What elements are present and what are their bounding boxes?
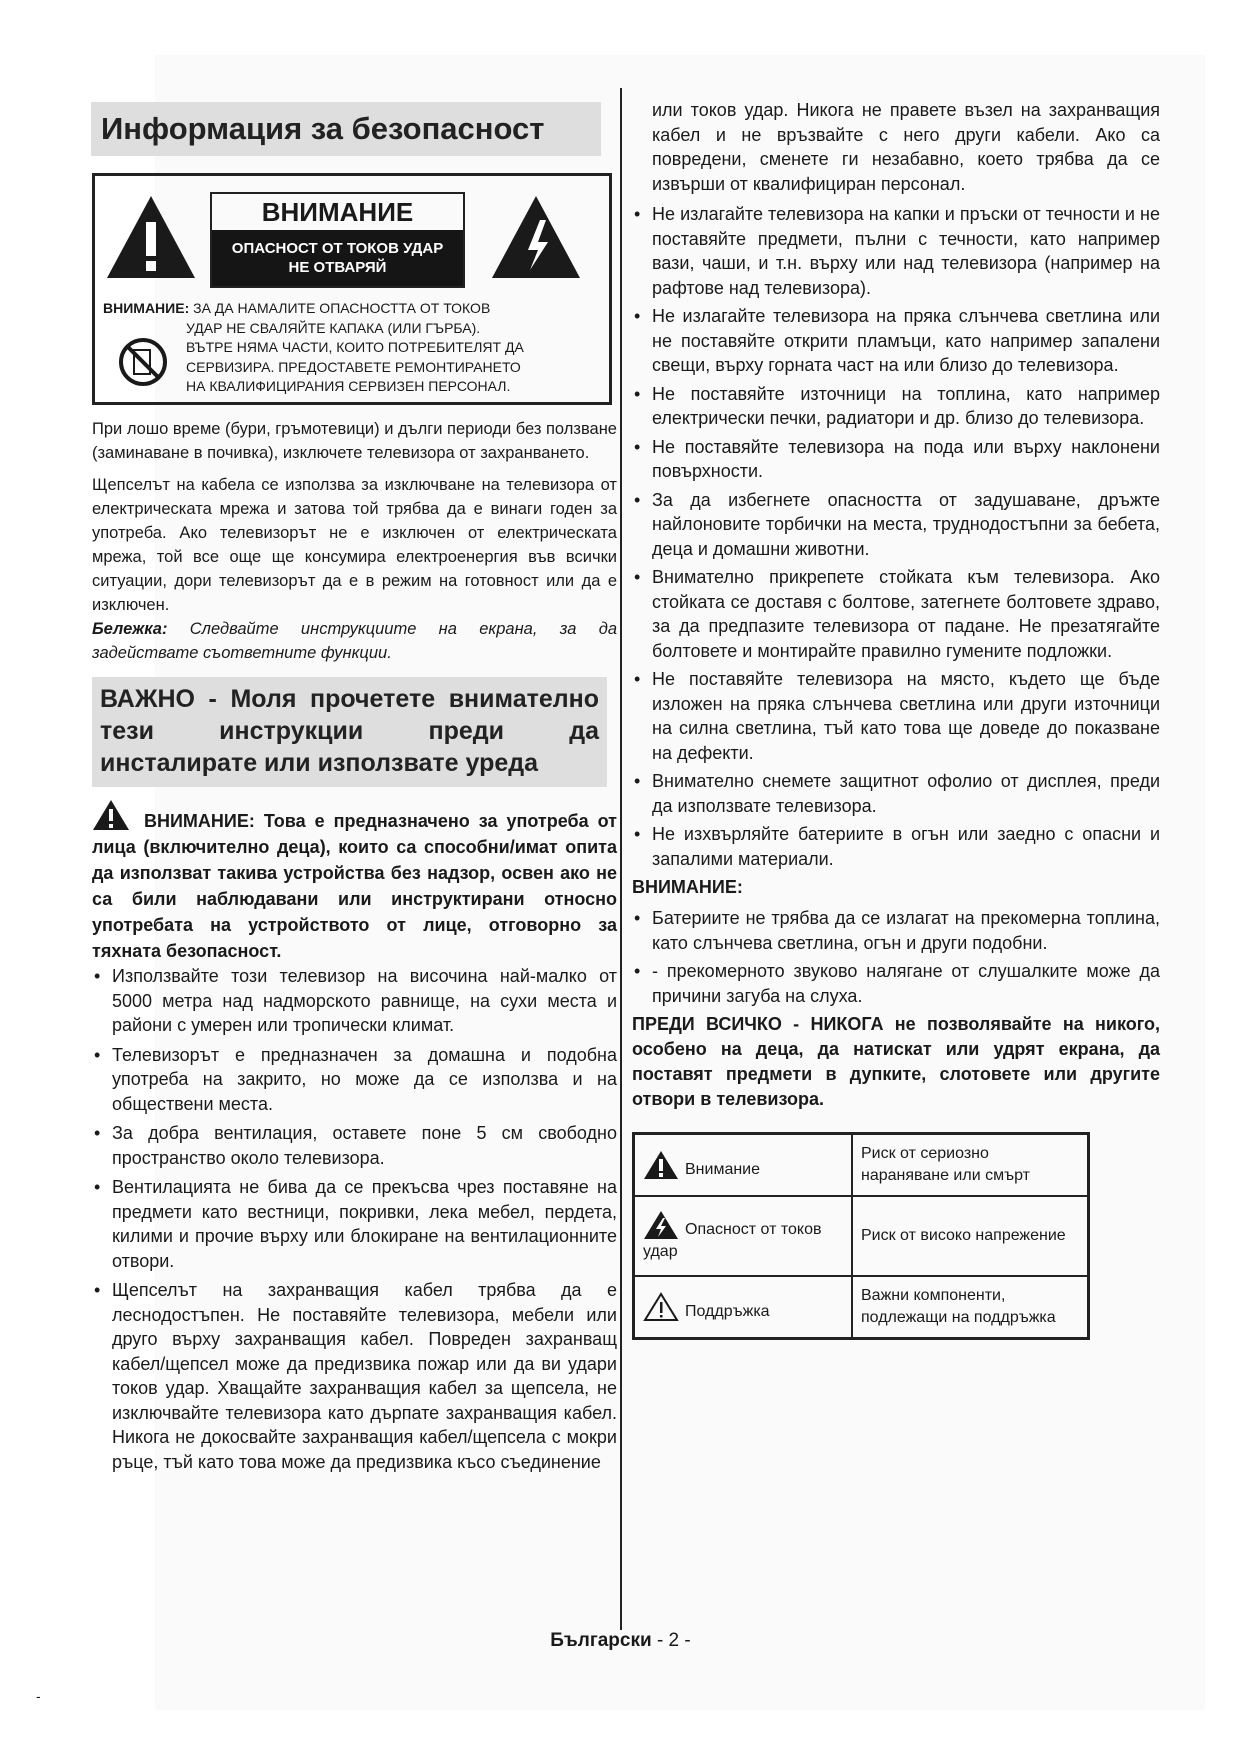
page-footer (0, 1630, 1241, 1652)
warning-line-1: ЗА ДА НАМАЛИТЕ ОПАСНОСТТА ОТ ТОКОВ (193, 300, 491, 316)
footer-page-number: - 2 - (651, 1630, 691, 1651)
warning-label-heading: ВНИМАНИЕ (261, 197, 414, 227)
note-text: Следвайте инструкциите на екрана, за да задействате съответните функции. (92, 620, 617, 662)
list-item: • Батериите не трябва да се излагат на прекомерна топлина, като слънчева светлина, огън и други подобни. (632, 906, 1160, 955)
warning-label-subheading (212, 230, 463, 286)
list-item: • Щепселът на захранващия кабел трябва да е леснодостъпен. Не поставяйте телевизора, мебели или друго върху захранващия кабел. Повреден захранващ кабел/щепсел може да предизвика пожар или да ви удари токов удар. Хващайте захранващия кабел за щепсела, не изключвайте телевизора като дърпате захранващия кабел. Никога не докосвайте захранващия кабел/щепсела с мокри ръце, тъй като това може да предизвика късо съединение (92, 1278, 617, 1474)
right-bullet-list (632, 202, 1160, 871)
table-row (634, 1134, 1089, 1197)
list-item: • Телевизорът е предназначен за домашна и подобна употреба на закрито, но може да се използва и на обществени места. (92, 1043, 617, 1117)
list-item: • Вентилацията не бива да се прекъсва чрез поставяне на предмети като вестници, покривки, лека мебел, пердета, килими и прочие върху или блокиране на вентилационните отвори. (92, 1175, 617, 1273)
page-title-box (91, 102, 601, 156)
paragraph-plug: Щепселът на кабела се използва за изключване на телевизора от електрическата мрежа и затова той трябва да е винаги годен за употреба. Ако телевизорът не е изключен от електрическата мрежа, той все още ще консумира електроенергия във всички ситуации, дори телевизорът да е в режим на готовност или да е изключен. (92, 476, 617, 614)
list-item: • Внимателно снемете защитнот офолио от дисплея, преди да използвате телевизора. (632, 769, 1160, 818)
list-item: • За добра вентилация, оставете поне 5 см свободно пространство около телевизора. (92, 1121, 617, 1170)
table-row (634, 1196, 1089, 1276)
list-item: • Не поставяйте телевизора на място, където ще бъде изложен на пряка слънчева светлина или други източници на силна светлина, тъй като това ще доведе до показване на дефекти. (632, 667, 1160, 765)
edge-mark: - (36, 1688, 41, 1704)
battery-warning-heading: ВНИМАНИЕ: (632, 877, 743, 897)
legend-desc-cell: Риск от високо напрежение (852, 1196, 1089, 1276)
list-item: • Използвайте този телевизор на височина най-малко от 5000 метра над надморското равнище, на сухи места и райони с умерен или тропически климат. (92, 964, 617, 1038)
note-paragraph (92, 617, 617, 665)
exclamation-triangle-icon (105, 194, 197, 280)
left-column (92, 102, 617, 1479)
caution-paragraph (92, 799, 617, 964)
list-item: • - прекомерното звуково налягане от слушалките може да причини загуба на слуха. (632, 959, 1160, 1008)
right-column (632, 98, 1160, 1340)
warning-triangle-icon (643, 1150, 679, 1180)
warning-triangle-icon (92, 799, 130, 831)
important-heading-line2: тези инструкции преди да (100, 717, 599, 745)
warning-line-3: ВЪТРЕ НЯМА ЧАСТИ, КОИТО ПОТРЕБИТЕЛЯТ ДА (186, 339, 524, 355)
legend-symbol-cell (634, 1196, 853, 1276)
battery-warning-list (632, 906, 1160, 1008)
table-row (634, 1276, 1089, 1339)
continued-paragraph: или токов удар. Никога не правете възел на захранващия кабел и не връзвайте с него други кабели. Ако са повредени, сменете ги незабавно, което трябва да се извърши от квалифициран персонал. (652, 100, 1160, 194)
caution-text: ВНИМАНИЕ: Това е предназначено за употреба от лица (включително деца), които са способни/имат опита да използват такива устройства без надзор, освен ако не са били наблюдавани или инструктирани относно употребата на устройството от лице, отговорно за тяхната безопасност. (92, 811, 617, 961)
list-item: • Не излагайте телевизора на пряка слънчева светлина или не поставяйте открити пламъци, като например запалени свещи, върху горната част на или близо до телевизора. (632, 304, 1160, 378)
legend-label: Внимание (685, 1160, 761, 1178)
footer-language: Български (550, 1630, 652, 1651)
list-item: • Не поставяйте телевизора на пода или върху наклонени повърхности. (632, 435, 1160, 484)
warning-label-box (92, 173, 612, 405)
warning-label-header (210, 192, 465, 288)
important-heading-line3: инсталирате или използвате уреда (100, 749, 539, 777)
list-item: • Не изхвърляйте батериите в огън или заедно с опасни и запалими материали. (632, 822, 1160, 871)
legend-label: Поддръжка (685, 1302, 770, 1320)
warning-line-5: НА КВАЛИФИЦИРАНИЯ СЕРВИЗЕН ПЕРСОНАЛ. (186, 378, 511, 394)
list-item: • Не излагайте телевизора на капки и пръски от течности и не поставяйте предмети, пълни с течности, като например вази, чаши, и т.н. върху или над телевизора (например на рафтове над телевизора). (632, 202, 1160, 300)
page-title: Информация за безопасност (101, 111, 545, 146)
legend-symbol-cell (634, 1276, 853, 1339)
warning-label-prefix: ВНИМАНИЕ: (103, 300, 190, 316)
note-label: Бележка: (92, 620, 168, 638)
column-divider (620, 88, 622, 1630)
paragraph-storm: При лошо време (бури, гръмотевици) и дълги периоди без ползване (заминаване в почивка), изключете телевизора от захранването. (92, 420, 617, 462)
important-heading-line1: ВАЖНО - Моля прочетете внимателно (100, 685, 599, 713)
list-item: • Внимателно прикрепете стойката към телевизора. Ако стойката се доставя с болтове, затегнете болтовете здраво, за да предпазите телевизора от падане. Не презатягайте болтовете и монтирайте правилно гумените подложки. (632, 565, 1160, 663)
important-heading-box (92, 677, 607, 787)
warning-sub-line1: ОПАСНОСТ ОТ ТОКОВ УДАР (231, 240, 444, 257)
electric-shock-icon (643, 1210, 679, 1240)
legend-desc-cell: Риск от сериозно нараняване или смърт (852, 1134, 1089, 1197)
list-item: • Не поставяйте източници на топлина, като например електрически печки, радиатори и др. близо до телевизора. (632, 382, 1160, 431)
warning-line-2: УДАР НЕ СВАЛЯЙТЕ КАПАКА (ИЛИ ГЪРБА). (186, 319, 481, 336)
warning-line-4: СЕРВИЗИРА. ПРЕДОСТАВЕТЕ РЕМОНТИРАНЕТО (186, 358, 521, 375)
left-bullet-list (92, 964, 617, 1474)
legend-desc-cell: Важни компоненти, подлежащи на поддръжка (852, 1276, 1089, 1339)
list-item: • За да избегнете опасността от задушаване, дръжте найлоновите торбички на места, труднодостъпни за бебета, деца и домашни животни. (632, 488, 1160, 562)
warning-label-text (103, 299, 608, 397)
lightning-triangle-icon (490, 194, 582, 280)
final-warning-paragraph: ПРЕДИ ВСИЧКО - НИКОГА не позволявайте на никого, особено на деца, да натискат или удрят екрана, да поставят предмети в дупките, слотовете или другите отвори в телевизора. (632, 1014, 1160, 1109)
legend-symbol-cell (634, 1134, 853, 1197)
symbol-legend-table (632, 1132, 1090, 1340)
warning-sub-line2: НЕ ОТВАРЯЙ (288, 259, 387, 276)
maintenance-icon (643, 1292, 679, 1322)
legend-label: Опасност от токов удар (643, 1220, 822, 1260)
